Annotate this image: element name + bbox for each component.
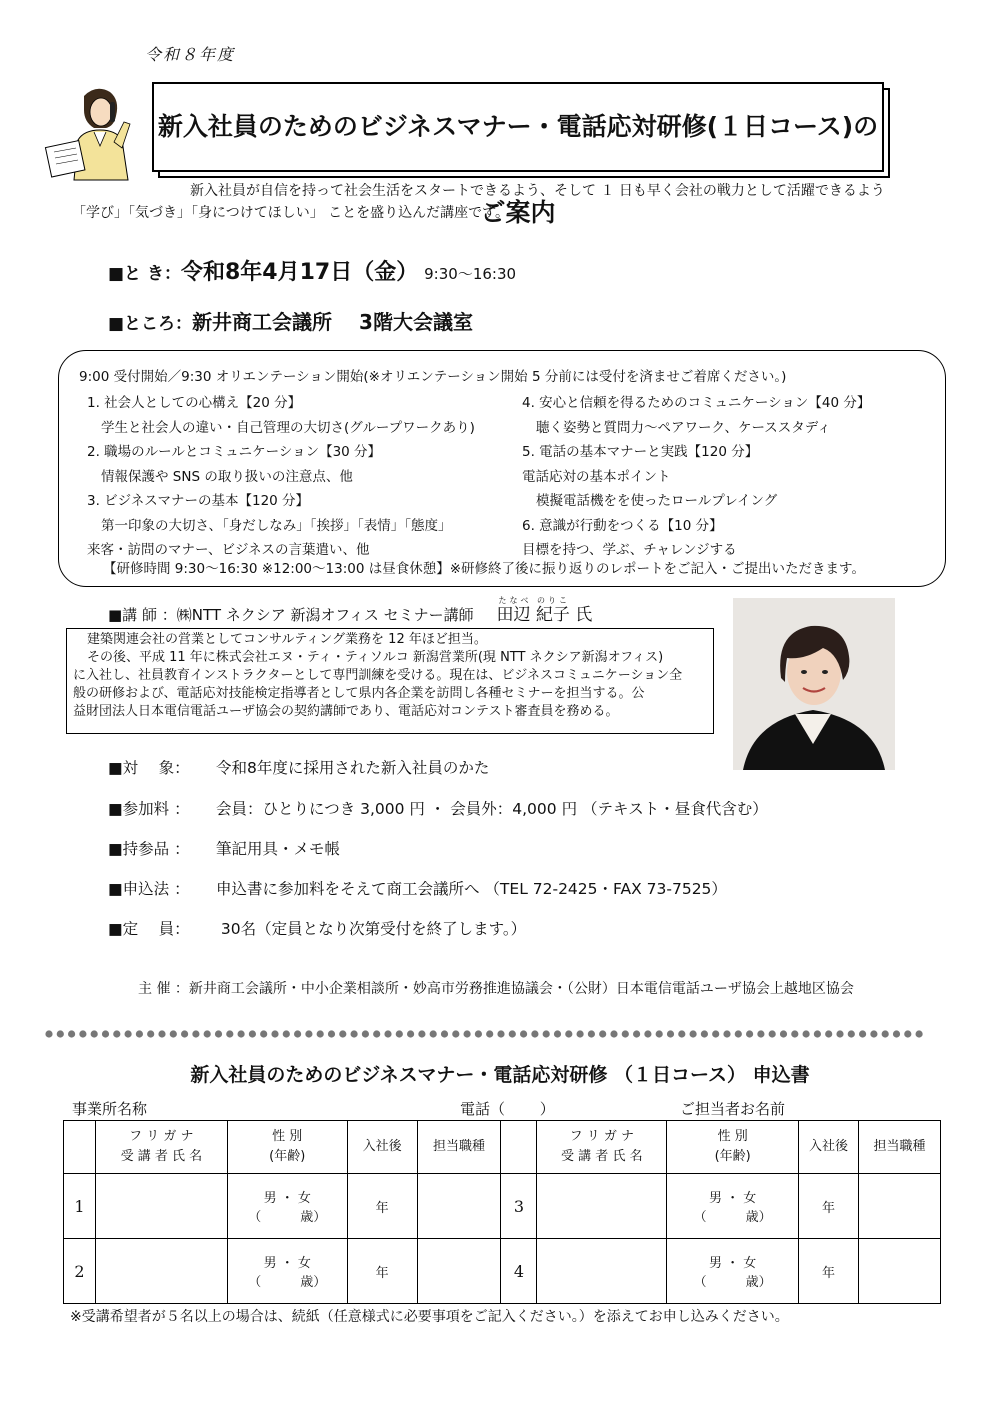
organizer: 主 催 ：新井商工会議所・中小企業相談所・妙高市労務推進協議会・（公財）日本電信電話ユーザ協会上越地区協会 [138,981,854,997]
divider-dot [260,1030,267,1037]
schedule-item-detail: 学生と社会人の違い・自己管理の大切さ(グループワークあり) [101,419,475,436]
divider-dot [45,1030,52,1037]
gender-age-cell[interactable]: 男 ・ 女 （ 歳） [227,1174,347,1239]
divider-dot [486,1030,493,1037]
schedule-item-title: 2. 職場のルールとコミュニケーション【30 分】 [87,444,382,460]
divider-dot [735,1030,742,1037]
divider-dot [305,1030,312,1037]
schedule-item-title: 6. 意識が行動をつくる【10 分】 [522,517,723,534]
company-name-label: 事業所名称 [72,1100,148,1118]
divider-dot [656,1030,663,1037]
divider-dot [102,1030,109,1037]
intro-text: 新入社員が自信を持って社会生活をスタートできるよう、そして １ 日も早く会社の戦力として活躍できるよう 「学び」「気づき」「身につけてほしい」 ことを盛り込んだ講座です。 [72,183,885,221]
divider-dot [520,1030,527,1037]
schedule-right-column [522,391,870,563]
divider-dot [904,1030,911,1037]
divider-dot [803,1030,810,1037]
divider-dot [475,1030,482,1037]
divider-dot [916,1030,923,1037]
capacity-field: ■定 員： 30名（定員となり次第受付を終了します。） [108,920,527,938]
divider-dot [283,1030,290,1037]
divider-dot [893,1030,900,1037]
schedule-item-title: 3. ビジネスマナーの基本【120 分】 [87,493,310,509]
schedule-item-detail: 電話応対の基本ポイント [522,468,671,485]
divider-dot [565,1030,572,1037]
divider-dot [599,1030,606,1037]
schedule-item-title: 5. 電話の基本マナーと実践【120 分】 [522,444,759,460]
event-date: ■と き：令和8年4月17日（金） 9:30～16:30 [108,260,517,285]
divider-dot [351,1030,358,1037]
divider-dot [554,1030,561,1037]
divider-dot [317,1030,324,1037]
divider-dot [644,1030,651,1037]
divider-dot [384,1030,391,1037]
name-input-cell[interactable] [537,1239,667,1304]
cut-line-divider [44,1028,924,1040]
schedule-left-column [87,391,475,563]
schedule-header: 9:00 受付開始／9:30 オリエンテーション開始(※オリエンテーション開始 5 分前には受付を済ませご着席ください。) [79,369,787,385]
lecturer-bio: 建築関連会社の営業としてコンサルティング業務を 12 年ほど担当。 その後、平成 11 年に株式会社エヌ・ティ・ティソルコ 新潟営業所(現 NTT ネクシア新潟オフィス) に入社し、社員教育インストラクターとして専門訓練を受ける。現在は、ビジネスコミュニケーション全 般の研修および、電話応対技能検定指導者として県内各企業を訪問し各種セミナーを担当する。公 益財団法人日本電信電話ユーザ協会の契約講師であり、電話応対コンテスト審査員を務める。 [66,628,714,734]
job-cell[interactable] [859,1239,941,1304]
divider-dot [249,1030,256,1037]
schedule-item-detail: 聴く姿勢と質問力～ペアワーク、ケーススタディ [536,419,831,436]
divider-dot [577,1030,584,1037]
divider-dot [622,1030,629,1037]
job-cell[interactable] [417,1239,501,1304]
divider-dot [407,1030,414,1037]
table-row: 1 男 ・ 女 （ 歳） 年 3 男 ・ 女 （ 歳） 年 [64,1174,941,1239]
divider-dot [757,1030,764,1037]
divider-dot [497,1030,504,1037]
gender-age-cell[interactable]: 男 ・ 女 （ 歳） [227,1239,347,1304]
divider-dot [509,1030,516,1037]
divider-dot [452,1030,459,1037]
table-header-row: フ リ ガ ナ 受 講 者 氏 名 性 別 (年齢) 入社後 担当職種 フ リ ガ ナ 受 講 者 氏 名 性 別 (年齢) 入社後 担当職種 [64,1121,941,1174]
divider-dot [362,1030,369,1037]
name-input-cell[interactable] [537,1174,667,1239]
divider-dot [825,1030,832,1037]
divider-dot [859,1030,866,1037]
divider-dot [441,1030,448,1037]
divider-dot [192,1030,199,1037]
form-note: ※受講希望者が５名以上の場合は、続紙（任意様式に必要事項をご記入ください。）を添えてお申し込みください。 [70,1309,789,1325]
divider-dot [430,1030,437,1037]
divider-dot [226,1030,233,1037]
divider-dot [147,1030,154,1037]
divider-dot [215,1030,222,1037]
application-method-field: ■申込法 ： 申込書に参加料をそえて商工会議所へ （TEL 72-2425・FAX 73-7525） [108,880,727,898]
divider-dot [701,1030,708,1037]
years-cell[interactable]: 年 [347,1239,417,1304]
divider-dot [791,1030,798,1037]
job-cell[interactable] [859,1174,941,1239]
divider-dot [79,1030,86,1037]
lecturer-line: ■講 師 ：㈱NTT ネクシア 新潟オフィス セミナー講師 たなべ のりこ 田辺 紀子 氏 [108,596,593,625]
divider-dot [814,1030,821,1037]
phone-label: 電話（ ） [460,1100,555,1118]
divider-dot [113,1030,120,1037]
divider-dot [678,1030,685,1037]
divider-dot [723,1030,730,1037]
divider-dot [68,1030,75,1037]
telephone-clerk-illustration [44,82,152,182]
lecturer-name: たなべ のりこ 田辺 紀子 氏 [496,596,593,625]
divider-dot [712,1030,719,1037]
divider-dot [396,1030,403,1037]
event-venue: ■ところ：新井商工会議所 3階大会議室 [108,310,473,334]
divider-dot [271,1030,278,1037]
fiscal-year: 令和８年度 [145,45,236,64]
divider-dot [690,1030,697,1037]
schedule-item-detail: 第一印象の大切さ、「身だしなみ」「挨拶」「表情」「態度」 [101,517,452,534]
years-cell[interactable]: 年 [799,1239,859,1304]
schedule-item-title: 4. 安心と信頼を得るためのコミュニケーション【40 分】 [522,395,871,411]
divider-dot [373,1030,380,1037]
contact-name-label: ご担当者お名前 [680,1100,786,1118]
divider-dot [633,1030,640,1037]
divider-dot [464,1030,471,1037]
page-title: 新入社員のためのビジネスマナー・電話応対研修(１日コース)のご案内 [152,82,884,172]
schedule-item-detail: 情報保護や SNS の取り扱いの注意点、他 [101,468,353,485]
divider-dot [339,1030,346,1037]
gender-age-cell[interactable]: 男 ・ 女 （ 歳） [667,1174,799,1239]
years-cell[interactable]: 年 [799,1174,859,1239]
target-field: ■対 象： 令和8年度に採用された新入社員のかた [108,759,490,777]
divider-dot [543,1030,550,1037]
divider-dot [91,1030,98,1037]
application-table [63,1120,941,1304]
form-title: 新入社員のためのビジネスマナー・電話応対研修 （１日コース） 申込書 [190,1064,810,1086]
divider-dot [588,1030,595,1037]
divider-dot [294,1030,301,1037]
schedule-item-detail: 来客・訪問のマナー、ビジネスの言葉遣い、他 [87,542,370,558]
items-field: ■持参品 ： 筆記用具・メモ帳 [108,840,341,858]
divider-dot [780,1030,787,1037]
years-cell[interactable]: 年 [347,1174,417,1239]
divider-dot [870,1030,877,1037]
divider-dot [328,1030,335,1037]
fee-field: ■参加料 ： 会員：ひとりにつき 3,000 円 ・ 会員外：4,000 円 （テキスト・昼食代含む） [108,800,768,818]
name-input-cell[interactable] [95,1174,227,1239]
divider-dot [746,1030,753,1037]
divider-dot [610,1030,617,1037]
job-cell[interactable] [417,1174,501,1239]
divider-dot [238,1030,245,1037]
divider-dot [418,1030,425,1037]
name-input-cell[interactable] [95,1239,227,1304]
divider-dot [170,1030,177,1037]
divider-dot [125,1030,132,1037]
divider-dot [57,1030,64,1037]
table-row: 2 男 ・ 女 （ 歳） 年 4 男 ・ 女 （ 歳） 年 [64,1239,941,1304]
divider-dot [531,1030,538,1037]
gender-age-cell[interactable]: 男 ・ 女 （ 歳） [667,1239,799,1304]
divider-dot [204,1030,211,1037]
divider-dot [181,1030,188,1037]
divider-dot [882,1030,889,1037]
schedule-item-detail: 目標を持つ、学ぶ、チャレンジする [522,542,737,558]
lecturer-photo [733,598,895,770]
schedule-item-title: 1. 社会人としての心構え【20 分】 [87,395,302,411]
schedule-footer: 【研修時間 9:30～16:30 ※12:00～13:00 は昼食休憩】※研修終了後に振り返りのレポートをご記入・ご提出いただきます。 [103,561,865,577]
divider-dot [769,1030,776,1037]
divider-dot [836,1030,843,1037]
divider-dot [848,1030,855,1037]
schedule-item-detail: 模擬電話機をを使ったロールプレイング [536,493,778,509]
divider-dot [136,1030,143,1037]
schedule-box [58,350,946,587]
divider-dot [158,1030,165,1037]
divider-dot [667,1030,674,1037]
